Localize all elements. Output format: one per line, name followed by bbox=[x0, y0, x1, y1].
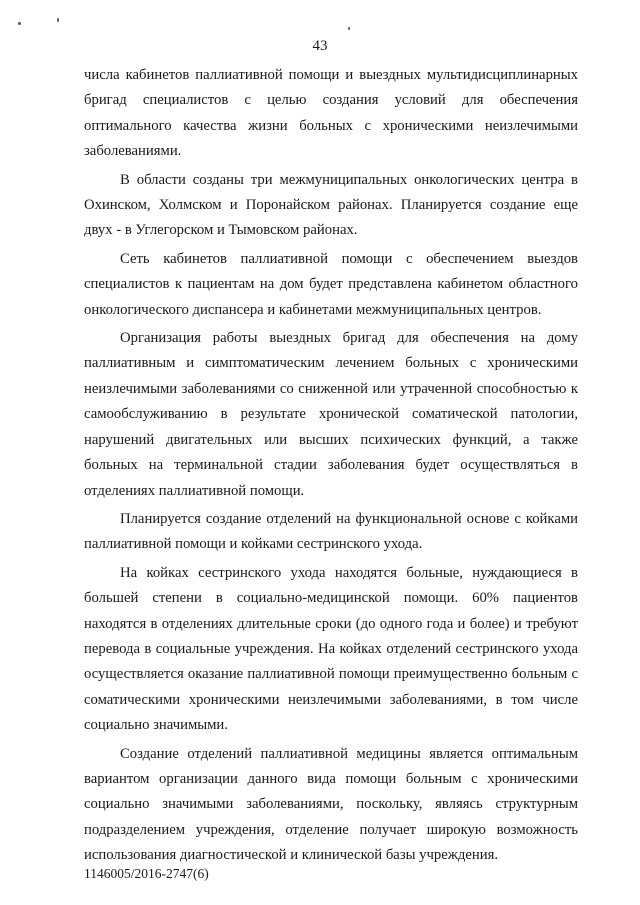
page-number: 43 bbox=[312, 38, 328, 54]
text-line: паллиативной помощи и койками сестринского ухода. bbox=[84, 536, 423, 553]
scan-speck-2 bbox=[57, 18, 59, 22]
scan-speck-1 bbox=[18, 22, 21, 25]
text-line: пользования диагностической и клинической базы учреждения. bbox=[98, 847, 499, 864]
text-line: Охинском, Холмском и Поронайском районах. Планируется создание еще bbox=[84, 197, 578, 214]
text-line: В области созданы три межмуниципальных онкологических центра в bbox=[120, 171, 578, 188]
text-line: служиванию в результате хронической соматической патологии, нарушений bbox=[84, 406, 578, 448]
text-line: нальной стадии заболевания будет осуществляться в отделениях паллиатив bbox=[84, 457, 578, 499]
text-line: логического диспансера и кабинетами межмуниципальных центров. bbox=[112, 301, 542, 318]
text-line: бригад специалистов с целью создания условий для обеспечения оптималь bbox=[84, 92, 578, 134]
text-line: ного качества жизни больных с хроническими неизлечимыми заболеваниями. bbox=[84, 117, 578, 160]
text-line: числа кабинетов паллиативной помощи и выездных мультидисциплинарных bbox=[84, 67, 578, 83]
text-line: На койках сестринского ухода находятся больные, нуждающиеся в bbox=[120, 564, 578, 581]
text-line: двигательных или высших психических функций, а также больных на терми bbox=[84, 431, 578, 474]
text-line: Планируется создание отделений на функциональной основе с койками bbox=[120, 510, 578, 527]
text-line: с соматическими хроническими неизлечимыми заболеваниями, в том числе bbox=[84, 666, 578, 708]
text-line: вариантом организации данного вида помощи больным с хроническими со bbox=[84, 770, 578, 813]
text-line: социально значимыми. bbox=[84, 717, 228, 734]
text-line: Организация работы выездных бригад для обеспечения на дому паллиа bbox=[84, 330, 578, 372]
text-line: ной помощи. bbox=[223, 482, 305, 499]
text-line: разделением учреждения, отделение получает широкую возможность ис bbox=[84, 821, 578, 864]
text-line: дятся в отделениях длительные сроки (до одного года и более) и требуют пе bbox=[84, 615, 578, 657]
paragraph bbox=[84, 561, 578, 739]
scan-speck-3 bbox=[348, 27, 350, 30]
text-line: осуществляется оказание паллиативной помощи преимущественно больным bbox=[84, 666, 572, 683]
paragraph bbox=[84, 63, 578, 165]
text-line: Создание отделений паллиативной медицины является оптимальным bbox=[120, 745, 578, 762]
paragraph bbox=[84, 507, 578, 558]
paragraph bbox=[84, 168, 578, 244]
text-line: листов к пациентам на дом будет представлена кабинетом областного онко bbox=[84, 276, 578, 318]
paragraph bbox=[84, 247, 578, 323]
text-line: тивным и симптоматическим лечением больных с хроническими неизлечи bbox=[84, 355, 578, 397]
text-line: мыми заболеваниями со сниженной или утраченной способностью к самооб bbox=[84, 380, 578, 423]
text-line: циально значимыми заболеваниями, поскольку, являясь структурным под bbox=[84, 796, 578, 838]
text-line: ревода в социальные учреждения. На койках отделений сестринского ухода bbox=[98, 640, 578, 657]
paragraph bbox=[84, 742, 578, 869]
text-line: большей степени в социально-медицинской помощи. 60% пациентов нахо bbox=[84, 590, 578, 632]
body-text bbox=[84, 63, 578, 872]
text-line: двух - в Углегорском и Тымовском районах. bbox=[84, 222, 358, 239]
paragraph bbox=[84, 326, 578, 504]
document-code: 1146005/2016-2747(6) bbox=[84, 866, 209, 881]
text-line: Сеть кабинетов паллиативной помощи с обеспечением выездов специа bbox=[84, 250, 578, 293]
